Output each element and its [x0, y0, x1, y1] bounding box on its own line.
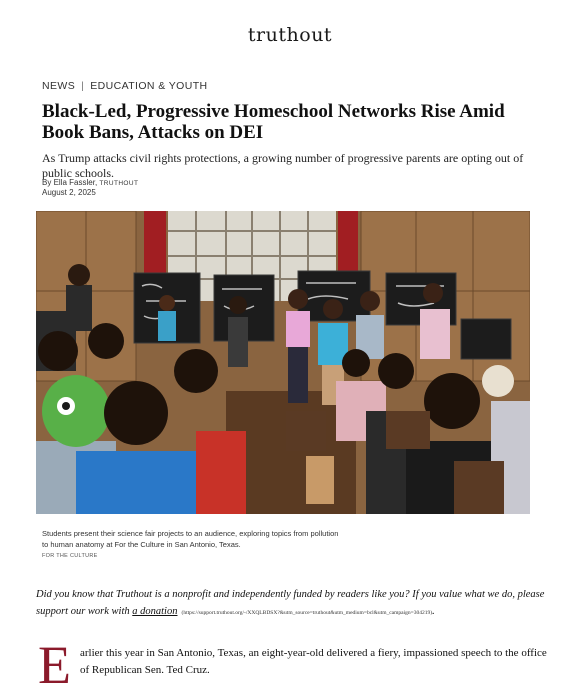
donation-url[interactable]: (https://support.truthout.org/-/XXQLBDSX?&utm_source=truthout&utm_medium=bcl&utm_campaign=304219): [181, 610, 433, 616]
byline-prefix: By: [42, 178, 52, 187]
article-byline: By Ella Fassler, TRUTHOUT: [42, 178, 139, 187]
category-education-youth-link[interactable]: EDUCATION & YOUTH: [90, 80, 208, 92]
donation-link[interactable]: a donation: [132, 606, 178, 617]
article-date: August 2, 2025: [42, 188, 96, 197]
photo-credit: FOR THE CULTURE: [42, 553, 98, 559]
article-first-paragraph: arlier this year in San Antonio, Texas, an eight-year-old delivered a fiery, impassioned speech to the office of Republican Sen. Ted Cruz.: [80, 647, 547, 676]
category-news-link[interactable]: NEWS: [42, 80, 76, 92]
site-logo[interactable]: truthout: [247, 24, 333, 46]
category-breadcrumb: [42, 80, 208, 92]
appeal-end: .: [432, 606, 435, 617]
publication-name: TRUTHOUT: [99, 180, 139, 187]
article-hero-photo: [36, 211, 530, 514]
category-separator: |: [81, 80, 85, 92]
article-dek: As Trump attacks civil rights protections, a growing number of progressive parents are opting out of public schools.: [42, 151, 524, 180]
author-link[interactable]: Ella Fassler: [53, 178, 95, 187]
donation-appeal: [36, 586, 546, 622]
article-headline: Black-Led, Progressive Homeschool Networks Rise Amid Book Bans, Attacks on DEI: [42, 101, 505, 143]
drop-cap-letter: E: [38, 635, 71, 695]
photo-caption: Students present their science fair projects to an audience, exploring topics from pollution to human anatomy at For the Culture in San Antonio, Texas.: [42, 529, 339, 549]
appeal-text: Did you know that Truthout is a nonprofit and independently funded by readers like you? If you value what we do, please support our work with: [36, 589, 545, 617]
